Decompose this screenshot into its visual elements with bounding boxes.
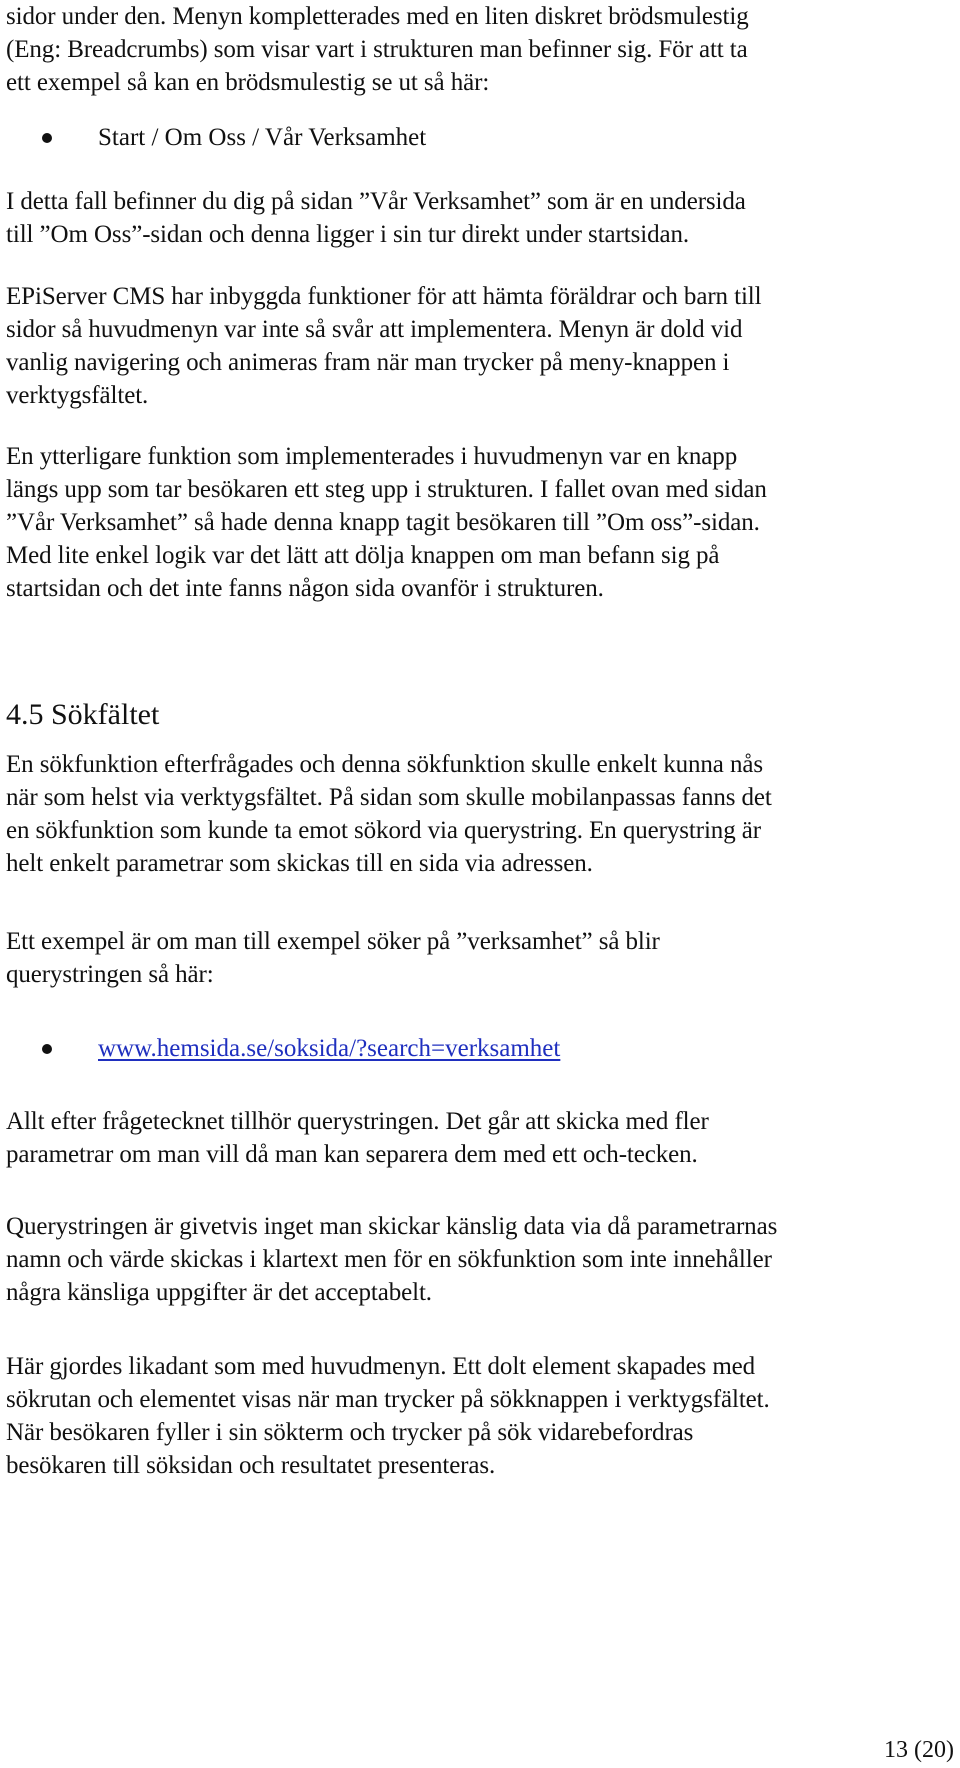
paragraph-up-button [6, 440, 946, 605]
text-line: några känsliga uppgifter är det acceptabelt. [6, 1279, 432, 1306]
paragraph-querystring-example [6, 925, 946, 991]
text-line: vanlig navigering och animeras fram när man trycker på meny-knappen i [6, 349, 730, 376]
paragraph-sensitive-data [6, 1210, 946, 1309]
text-line: Allt efter frågetecknet tillhör querystringen. Det går att skicka med fler [6, 1108, 709, 1135]
breadcrumb-example-text: Start / Om Oss / Vår Verksamhet [98, 124, 427, 151]
section-heading: 4.5 Sökfältet [6, 698, 160, 731]
bullet-item-search-url [6, 1032, 946, 1066]
paragraph-episerver [6, 280, 946, 412]
text-line: Här gjordes likadant som med huvudmenyn. Ett dolt element skapades med [6, 1353, 756, 1380]
page-number: 13 (20) [884, 1737, 954, 1763]
text-line: En sökfunktion efterfrågades och denna sökfunktion skulle enkelt kunna nås [6, 751, 763, 778]
text-line: När besökaren fyller i sin sökterm och trycker på sök vidarebefordras [6, 1419, 694, 1446]
text-line: sökrutan och elementet visas när man trycker på sökknappen i verktygsfältet. [6, 1386, 770, 1413]
text-line: parametrar om man vill då man kan separera dem med ett och-tecken. [6, 1141, 698, 1168]
text-line: startsidan och det inte fanns någon sida ovanför i strukturen. [6, 575, 604, 602]
text-line: ett exempel så kan en brödsmulestig se ut så här: [6, 69, 490, 96]
text-line: sidor så huvudmenyn var inte så svår att implementera. Menyn är dold vid [6, 316, 743, 343]
text-line: verktygsfältet. [6, 382, 149, 409]
text-line: ”Vår Verksamhet” så hade denna knapp tagit besökaren till ”Om oss”-sidan. [6, 509, 760, 536]
paragraph-breadcrumb-explained [6, 185, 946, 251]
text-line: En ytterligare funktion som implementerades i huvudmenyn var en knapp [6, 443, 738, 470]
text-line: EPiServer CMS har inbyggda funktioner för att hämta föräldrar och barn till [6, 283, 762, 310]
text-line: till ”Om Oss”-sidan och denna ligger i sin tur direkt under startsidan. [6, 221, 690, 248]
bullet-icon [42, 133, 52, 143]
paragraph-after-question-mark [6, 1105, 946, 1171]
search-url-link[interactable]: www.hemsida.se/soksida/?search=verksamhet [98, 1035, 561, 1062]
text-line: Querystringen är givetvis inget man skickar känslig data via då parametrarnas [6, 1213, 778, 1240]
text-line: Ett exempel är om man till exempel söker på ”verksamhet” så blir [6, 928, 660, 955]
text-line: Med lite enkel logik var det lätt att dölja knappen om man befann sig på [6, 542, 720, 569]
bullet-icon [42, 1044, 52, 1054]
paragraph-breadcrumb-intro [6, 0, 946, 99]
text-line: besökaren till söksidan och resultatet presenteras. [6, 1452, 496, 1479]
text-line: längs upp som tar besökaren ett steg upp i strukturen. I fallet ovan med sidan [6, 476, 767, 503]
bullet-item-breadcrumb-example [6, 121, 946, 155]
text-line: namn och värde skickas i klartext men för en sökfunktion som inte innehåller [6, 1246, 772, 1273]
text-line: sidor under den. Menyn kompletterades med en liten diskret brödsmulestig [6, 3, 749, 30]
text-line: en sökfunktion som kunde ta emot sökord via querystring. En querystring är [6, 817, 761, 844]
text-line: (Eng: Breadcrumbs) som visar vart i strukturen man befinner sig. För att ta [6, 36, 748, 63]
paragraph-search-intro [6, 748, 946, 880]
paragraph-implementation [6, 1350, 946, 1482]
text-line: querystringen så här: [6, 961, 214, 988]
text-line: helt enkelt parametrar som skickas till en sida via adressen. [6, 850, 593, 877]
text-line: när som helst via verktygsfältet. På sidan som skulle mobilanpassas fanns det [6, 784, 772, 811]
text-line: I detta fall befinner du dig på sidan ”Vår Verksamhet” som är en undersida [6, 188, 746, 215]
